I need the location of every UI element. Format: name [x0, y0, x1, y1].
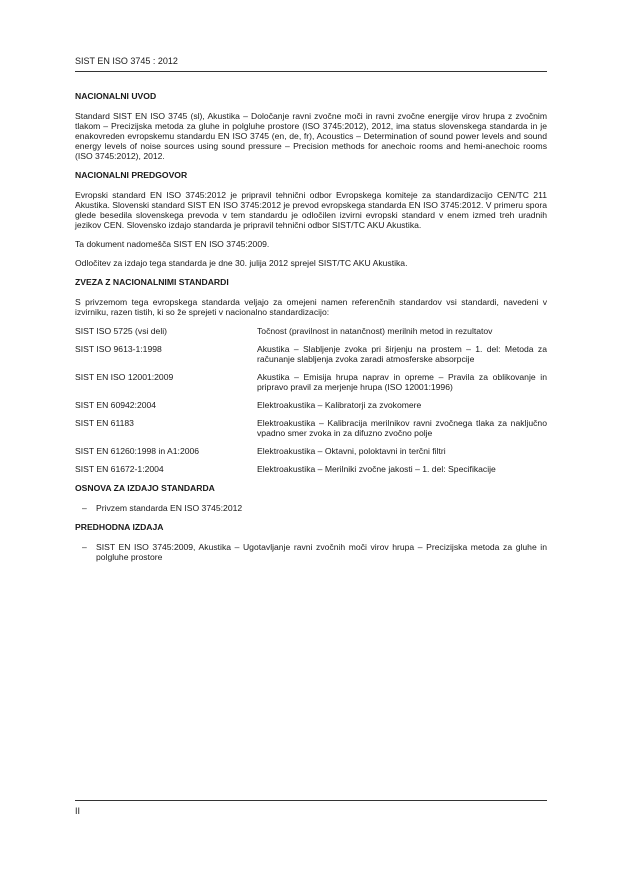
standard-code: SIST EN 60942:2004 — [75, 400, 157, 410]
dash-bullet: – — [82, 503, 87, 513]
list-item-text: Privzem standarda EN ISO 3745:2012 — [96, 503, 243, 513]
national-intro-paragraph: Standard SIST EN ISO 3745 (sl), Akustika – Določanje ravni zvočne moči in ravni zvočne energije virov hrupa z zvočnim tlakom – Precizijska metoda za gluhe in polgluhe prostore (ISO 3745:2012), 2012, ima status slovenskega standarda in je enakovreden evropskemu standardu EN ISO 3745 (en, de, fr), Acoustics – Determination of sound power levels and sound energy levels of noise sources using sound pressure – Precision methods for anechoic rooms and hemi-anechoic rooms (ISO 3745:2012), 2012. — [75, 111, 547, 161]
table-row — [75, 372, 547, 392]
basis-title: OSNOVA ZA IZDAJO STANDARDA — [75, 483, 215, 493]
dash-bullet: – — [82, 542, 87, 552]
document-id-header: SIST EN ISO 3745 : 2012 — [75, 56, 178, 66]
decision-paragraph: Odločitev za izdajo tega standarda je dne 30. julija 2012 sprejel SIST/TC AKU Akustika. — [75, 258, 408, 268]
page-footer — [75, 800, 547, 816]
table-row — [75, 326, 547, 336]
standard-code: SIST ISO 5725 (vsi deli) — [75, 326, 168, 336]
standard-title: Točnost (pravilnost in natančnost) merilnih metod in rezultatov — [257, 326, 493, 336]
standard-title: Akustika – Emisija hrupa naprav in opreme – Pravila za oblikovanje in pripravo pravil za merjenje hrupa (ISO 12001:1996) — [257, 372, 547, 392]
basis-list — [75, 503, 547, 513]
table-row — [75, 418, 547, 438]
table-row — [75, 400, 547, 410]
previous-edition-title: PREDHODNA IZDAJA — [75, 522, 164, 532]
national-foreword-title: NACIONALNI PREDGOVOR — [75, 170, 188, 180]
standard-code: SIST EN 61260:1998 in A1:2006 — [75, 446, 200, 456]
header-rule — [75, 71, 547, 72]
standard-title: Elektroakustika – Kalibracija merilnikov ravni zvočnega tlaka za naključno vpadno smer zvoka in za difuzno zvočno polje — [257, 418, 547, 438]
national-intro-title: NACIONALNI UVOD — [75, 91, 157, 101]
standard-code: SIST ISO 9613-1:1998 — [75, 344, 162, 354]
standard-code: SIST EN 61183 — [75, 418, 134, 428]
list-item — [75, 542, 547, 562]
national-standards-title: ZVEZA Z NACIONALNIMI STANDARDI — [75, 277, 229, 287]
list-item — [75, 503, 547, 513]
national-foreword-paragraph: Evropski standard EN ISO 3745:2012 je pripravil tehnični odbor Evropskega komiteje za standardizacijo CEN/TC 211 Akustika. Slovenski standard SIST EN ISO 3745:2012 je prevod evropskega standarda EN ISO 3745:2012. V primeru spora glede besedila slovenskega prevoda v tem standardu je odločilen izvirni evropski standard v enem izmed treh uradnih jezikov CEN. Slovensko izdajo standarda je pripravil tehnični odbor SIST/TC AKU Akustika. — [75, 190, 547, 230]
standard-title: Elektroakustika – Oktavni, poloktavni in terčni filtri — [257, 446, 446, 456]
standard-code: SIST EN ISO 12001:2009 — [75, 372, 174, 382]
standard-title: Akustika – Slabljenje zvoka pri širjenju na prostem – 1. del: Metoda za računanje slabljenja zvoka zaradi atmosferske absorpcije — [257, 344, 547, 364]
footer-rule — [75, 800, 547, 801]
document-page — [75, 56, 547, 562]
page-number: II — [75, 806, 81, 816]
previous-edition-list — [75, 542, 547, 562]
standard-title: Elektroakustika – Kalibratorji za zvokomere — [257, 400, 422, 410]
national-standards-intro: S privzemom tega evropskega standarda veljajo za omejeni namen referenčnih standardov vsi standardi, navedeni v izvirniku, razen tistih, ki so že sprejeti v nacionalno standardizacijo: — [75, 297, 547, 317]
table-row — [75, 464, 547, 474]
reference-standards-table — [75, 326, 547, 474]
standard-title: Elektroakustika – Merilniki zvočne jakosti – 1. del: Specifikacije — [257, 464, 496, 474]
list-item-text: SIST EN ISO 3745:2009, Akustika – Ugotavljanje ravni zvočnih moči virov hrupa – Precizijska metoda za gluhe in polgluhe prostore — [96, 542, 547, 562]
table-row — [75, 446, 547, 456]
replaces-paragraph: Ta dokument nadomešča SIST EN ISO 3745:2009. — [75, 239, 270, 249]
standard-code: SIST EN 61672-1:2004 — [75, 464, 164, 474]
table-row — [75, 344, 547, 364]
